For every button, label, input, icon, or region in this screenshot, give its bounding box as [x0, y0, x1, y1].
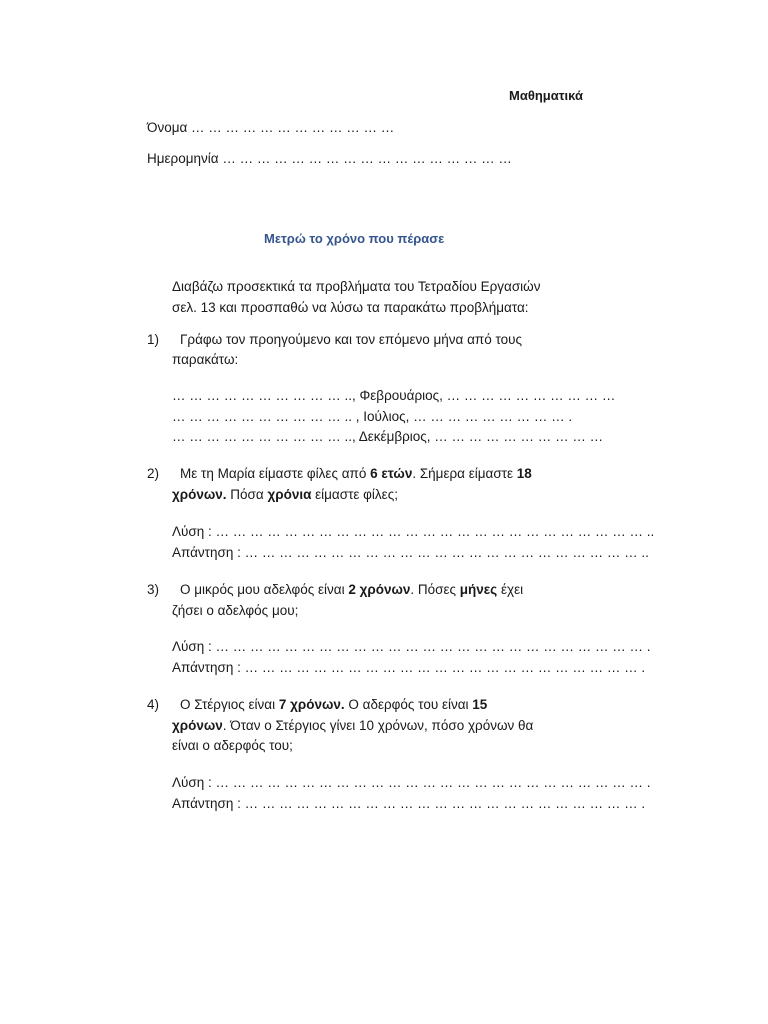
problem-4-answer-line: Απάντηση : … … … … … … … … … … … … … … … … … … … … … … … .: [172, 796, 646, 811]
problem-1-month-row-1: … … … … … … … … … … .., Φεβρουάριος, … … … … … … … … … …: [172, 388, 616, 403]
problem-2-text-line-2: χρόνων. Πόσα χρόνια είμαστε φίλες;: [172, 487, 398, 502]
problem-1-month-row-3: … … … … … … … … … … .., Δεκέμβριος, … … … … … … … … … …: [172, 429, 604, 444]
problem-4-solution-line: Λύση : … … … … … … … … … … … … … … … … … … … … … … … … … .: [172, 775, 651, 790]
name-field-line: Όνομα … … … … … … … … … … … …: [147, 120, 395, 135]
problem-3-text-line-2: ζήσει ο αδελφός μου;: [172, 603, 299, 618]
problem-3-text-line-1: Ο μικρός μου αδελφός είναι 2 χρόνων. Πόσες μήνες έχει: [180, 582, 524, 597]
problem-1-month-row-2: … … … … … … … … … … .. , Ιούλιος, … … … … … … … … … .: [172, 409, 573, 424]
problem-2-number: 2): [147, 466, 160, 481]
problem-3-answer-line: Απάντηση : … … … … … … … … … … … … … … … … … … … … … … … .: [172, 660, 646, 675]
date-field-line: Ημερομηνία … … … … … … … … … … … … … … … … …: [147, 151, 512, 166]
problem-2-text-line-1: Με τη Μαρία είμαστε φίλες από 6 ετών. Σήμερα είμαστε 18: [180, 466, 532, 481]
problem-4-text-line-1: Ο Στέργιος είναι 7 χρόνων. Ο αδερφός του είναι 15: [180, 697, 488, 712]
problem-4-number: 4): [147, 697, 160, 712]
problem-1-number: 1): [147, 332, 160, 347]
problem-3-number: 3): [147, 582, 160, 597]
problem-2-solution-line: Λύση : … … … … … … … … … … … … … … … … … … … … … … … … … ..: [172, 524, 655, 539]
subject-heading: Μαθηματικά: [509, 88, 583, 103]
problem-4-text-line-2: χρόνων. Όταν ο Στέργιος γίνει 10 χρόνων, πόσο χρόνων θα: [172, 718, 534, 733]
intro-line-2: σελ. 13 και προσπαθώ να λύσω τα παρακάτω προβλήματα:: [172, 300, 529, 315]
problem-2-answer-line: Απάντηση : … … … … … … … … … … … … … … … … … … … … … … … ..: [172, 545, 649, 560]
problem-4-text-line-3: είναι ο αδερφός του;: [172, 738, 293, 753]
problem-1-text-line-2: παρακάτω:: [172, 352, 239, 367]
intro-line-1: Διαβάζω προσεκτικά τα προβλήματα του Τετραδίου Εργασιών: [172, 279, 541, 294]
worksheet-title: Μετρώ το χρόνο που πέρασε: [264, 231, 445, 246]
problem-3-solution-line: Λύση : … … … … … … … … … … … … … … … … … … … … … … … … … .: [172, 639, 651, 654]
problem-1-text-line-1: Γράφω τον προηγούμενο και τον επόμενο μήνα από τους: [180, 332, 523, 347]
